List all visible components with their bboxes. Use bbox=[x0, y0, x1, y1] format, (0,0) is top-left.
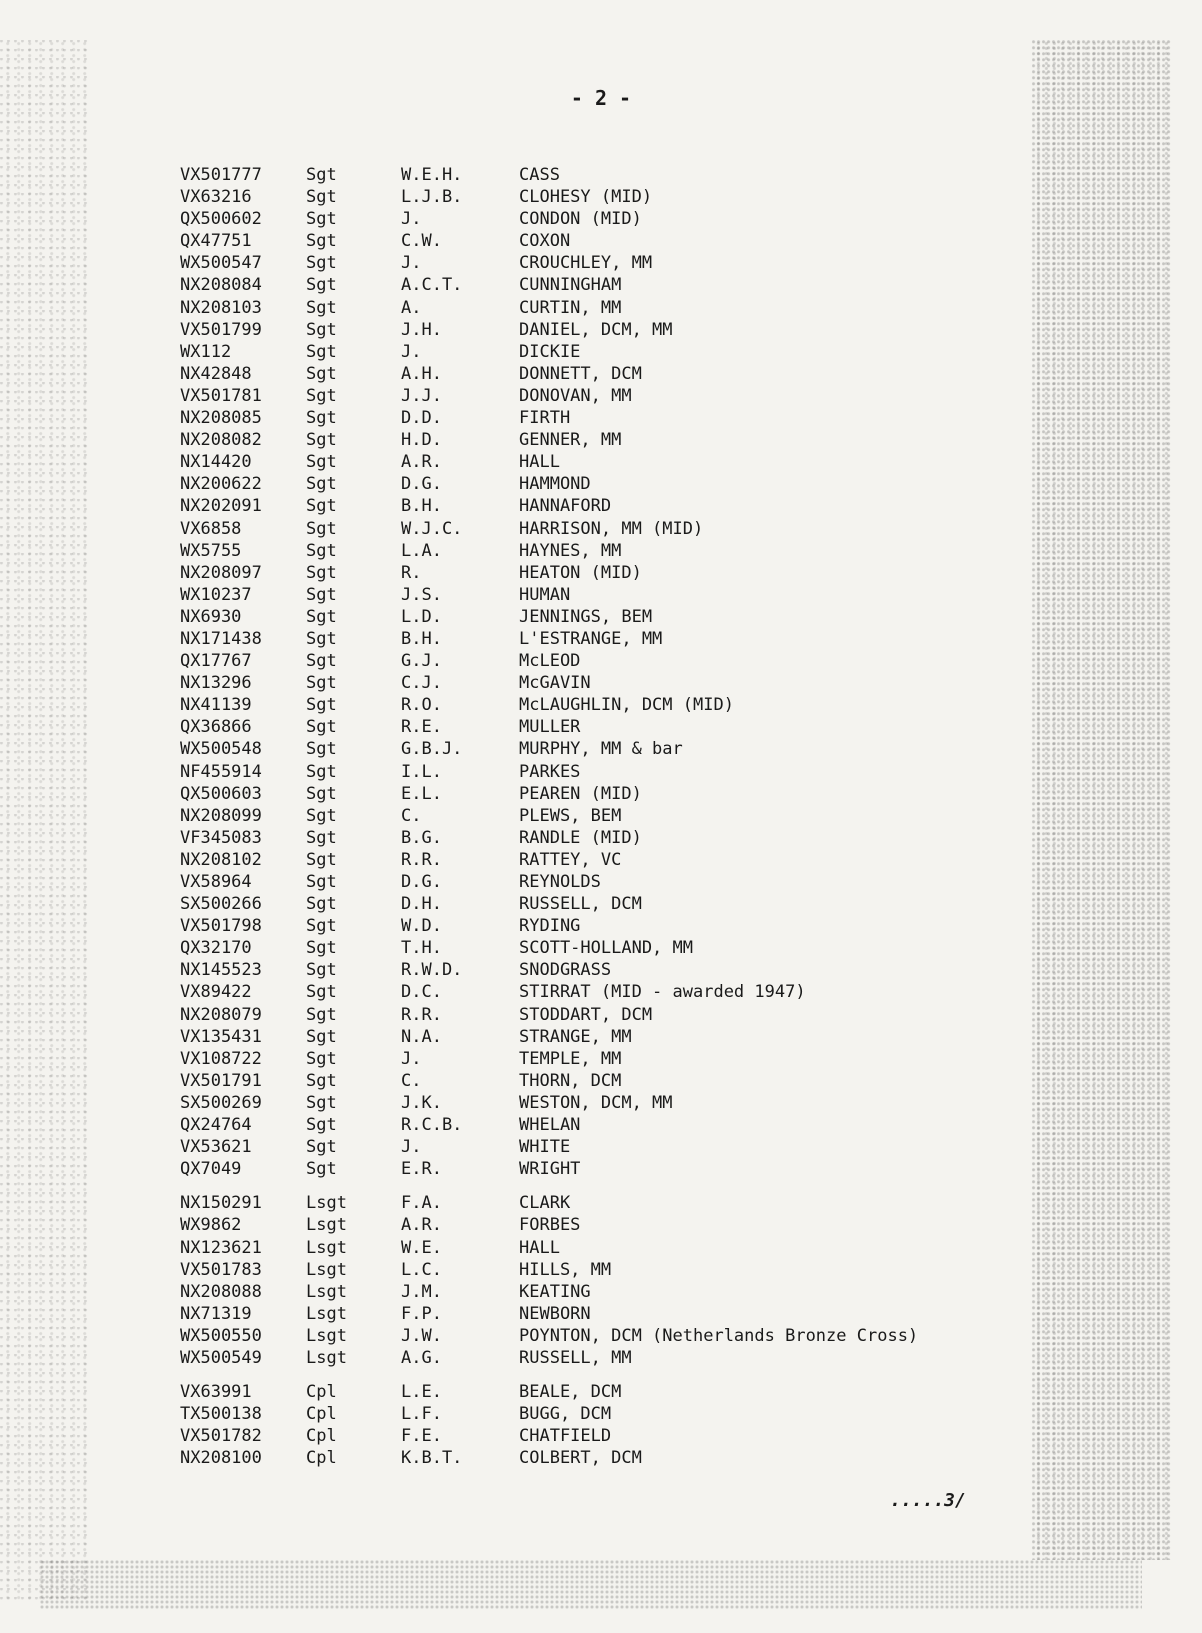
service-number: NX208084 bbox=[180, 275, 262, 296]
rank: Sgt bbox=[306, 628, 337, 649]
service-number: QX7049 bbox=[180, 1159, 242, 1180]
initials: J.S. bbox=[401, 584, 442, 605]
service-number: VX501799 bbox=[180, 319, 262, 340]
service-number: QX500603 bbox=[180, 783, 262, 804]
surname: WHELAN bbox=[519, 1115, 581, 1136]
initials: R.R. bbox=[401, 849, 442, 870]
surname: JENNINGS, BEM bbox=[519, 606, 653, 627]
initials: J. bbox=[401, 1137, 422, 1158]
roll-row bbox=[180, 650, 1039, 672]
roll-row bbox=[180, 495, 1039, 517]
surname: REYNOLDS bbox=[519, 872, 601, 892]
initials: K.B.T. bbox=[401, 1448, 463, 1469]
roll-row bbox=[180, 1259, 1039, 1281]
nominal-roll bbox=[180, 164, 1039, 1481]
service-number: NX6930 bbox=[180, 606, 242, 627]
roll-row bbox=[180, 230, 1039, 252]
initials: F.A. bbox=[401, 1193, 442, 1214]
initials: J. bbox=[401, 1048, 422, 1069]
service-number: NX41139 bbox=[180, 695, 252, 716]
initials: E.L. bbox=[401, 783, 442, 804]
roll-row bbox=[180, 451, 1039, 473]
surname: SCOTT-HOLLAND, MM bbox=[519, 938, 693, 959]
rank: Sgt bbox=[306, 275, 337, 296]
page-number: - 2 - bbox=[570, 86, 632, 110]
rank: Sgt bbox=[306, 452, 337, 473]
surname: PLEWS, BEM bbox=[519, 805, 622, 826]
roll-row bbox=[180, 164, 1039, 186]
initials: J.K. bbox=[401, 1092, 442, 1113]
surname: McLEOD bbox=[519, 651, 581, 672]
roll-row bbox=[180, 805, 1039, 827]
initials: T.H. bbox=[401, 938, 442, 959]
rank: Sgt bbox=[306, 474, 337, 495]
surname: HAYNES, MM bbox=[519, 540, 622, 561]
initials: W.E.H. bbox=[401, 165, 463, 185]
initials: L.J.B. bbox=[401, 187, 463, 208]
service-number: NX208102 bbox=[180, 849, 262, 870]
roll-row bbox=[180, 562, 1039, 584]
initials: C. bbox=[401, 1070, 422, 1091]
surname: STIRRAT (MID - awarded 1947) bbox=[519, 982, 806, 1003]
surname: KEATING bbox=[519, 1281, 591, 1302]
rank: Sgt bbox=[306, 1026, 337, 1047]
surname: HAMMOND bbox=[519, 474, 591, 495]
service-number: VX135431 bbox=[180, 1026, 262, 1047]
rank: Sgt bbox=[306, 783, 337, 804]
roll-row bbox=[180, 716, 1039, 738]
surname: HALL bbox=[519, 452, 560, 473]
roll-row bbox=[180, 274, 1039, 296]
rank: Sgt bbox=[306, 673, 337, 694]
rank: Sgt bbox=[306, 165, 337, 185]
rank: Sgt bbox=[306, 916, 337, 937]
group-corporals bbox=[180, 1381, 1039, 1469]
group-lance-sergeants bbox=[180, 1192, 1039, 1369]
initials: R.E. bbox=[401, 717, 442, 738]
surname: FIRTH bbox=[519, 408, 571, 429]
surname: CLOHESY (MID) bbox=[519, 187, 653, 208]
service-number: VX108722 bbox=[180, 1048, 262, 1069]
surname: GENNER, MM bbox=[519, 430, 622, 451]
surname: HANNAFORD bbox=[519, 496, 612, 517]
initials: J. bbox=[401, 341, 422, 362]
surname: POYNTON, DCM (Netherlands Bronze Cross) bbox=[519, 1325, 919, 1346]
surname: DICKIE bbox=[519, 341, 581, 362]
rank: Sgt bbox=[306, 187, 337, 208]
rank: Sgt bbox=[306, 297, 337, 318]
service-number: QX47751 bbox=[180, 231, 252, 252]
roll-row bbox=[180, 893, 1039, 915]
initials: J.H. bbox=[401, 319, 442, 340]
roll-row bbox=[180, 827, 1039, 849]
rank: Sgt bbox=[306, 1048, 337, 1069]
roll-row bbox=[180, 1070, 1039, 1092]
rank: Sgt bbox=[306, 363, 337, 384]
service-number: VX53621 bbox=[180, 1137, 252, 1158]
surname: COXON bbox=[519, 231, 571, 252]
initials: F.P. bbox=[401, 1303, 442, 1324]
rank: Sgt bbox=[306, 1004, 337, 1025]
service-number: NX200622 bbox=[180, 474, 262, 495]
roll-row bbox=[180, 319, 1039, 341]
rank: Cpl bbox=[306, 1448, 337, 1469]
roll-row bbox=[180, 1325, 1039, 1347]
roll-row bbox=[180, 783, 1039, 805]
initials: I.L. bbox=[401, 761, 442, 782]
surname: STRANGE, MM bbox=[519, 1026, 632, 1047]
rank: Sgt bbox=[306, 496, 337, 517]
service-number: NF455914 bbox=[180, 761, 262, 782]
surname: HEATON (MID) bbox=[519, 562, 642, 583]
roll-row bbox=[180, 981, 1039, 1003]
initials: L.C. bbox=[401, 1259, 442, 1280]
service-number: WX500547 bbox=[180, 253, 262, 274]
surname: CLARK bbox=[519, 1193, 571, 1214]
initials: G.B.J. bbox=[401, 739, 463, 760]
initials: W.J.C. bbox=[401, 518, 463, 539]
service-number: VX501791 bbox=[180, 1070, 262, 1091]
surname: CASS bbox=[519, 165, 560, 185]
rank: Sgt bbox=[306, 319, 337, 340]
surname: DONNETT, DCM bbox=[519, 363, 642, 384]
service-number: VX501782 bbox=[180, 1426, 262, 1447]
rank: Sgt bbox=[306, 872, 337, 892]
surname: MURPHY, MM & bar bbox=[519, 739, 683, 760]
rank: Sgt bbox=[306, 960, 337, 981]
initials: W.E. bbox=[401, 1237, 442, 1258]
initials: C.W. bbox=[401, 231, 442, 252]
initials: N.A. bbox=[401, 1026, 442, 1047]
roll-row bbox=[180, 540, 1039, 562]
surname: RUSSELL, DCM bbox=[519, 894, 642, 915]
rank: Sgt bbox=[306, 761, 337, 782]
roll-row bbox=[180, 407, 1039, 429]
service-number: VX501781 bbox=[180, 385, 262, 406]
surname: THORN, DCM bbox=[519, 1070, 622, 1091]
roll-row bbox=[180, 694, 1039, 716]
rank: Sgt bbox=[306, 408, 337, 429]
rank: Sgt bbox=[306, 253, 337, 274]
rank: Sgt bbox=[306, 894, 337, 915]
rank: Sgt bbox=[306, 1159, 337, 1180]
roll-row bbox=[180, 1425, 1039, 1447]
roll-row bbox=[180, 915, 1039, 937]
initials: C. bbox=[401, 805, 422, 826]
service-number: NX208079 bbox=[180, 1004, 262, 1025]
initials: A.C.T. bbox=[401, 275, 463, 296]
service-number: WX10237 bbox=[180, 584, 252, 605]
surname: CUNNINGHAM bbox=[519, 275, 622, 296]
roll-row bbox=[180, 761, 1039, 783]
service-number: SX500269 bbox=[180, 1092, 262, 1113]
service-number: VX58964 bbox=[180, 872, 252, 892]
initials: R.C.B. bbox=[401, 1115, 463, 1136]
roll-row bbox=[180, 1281, 1039, 1303]
service-number: WX500549 bbox=[180, 1347, 262, 1368]
service-number: NX208097 bbox=[180, 562, 262, 583]
roll-row bbox=[180, 1447, 1039, 1469]
roll-row bbox=[180, 1158, 1039, 1180]
initials: A.R. bbox=[401, 452, 442, 473]
rank: Sgt bbox=[306, 1115, 337, 1136]
roll-row bbox=[180, 1136, 1039, 1158]
surname: RANDLE (MID) bbox=[519, 827, 642, 848]
scan-noise-left bbox=[0, 40, 90, 1600]
surname: NEWBORN bbox=[519, 1303, 591, 1324]
service-number: NX14420 bbox=[180, 452, 252, 473]
roll-row bbox=[180, 937, 1039, 959]
service-number: NX13296 bbox=[180, 673, 252, 694]
surname: CURTIN, MM bbox=[519, 297, 622, 318]
roll-row bbox=[180, 252, 1039, 274]
surname: SNODGRASS bbox=[519, 960, 612, 981]
surname: CROUCHLEY, MM bbox=[519, 253, 653, 274]
service-number: VX63991 bbox=[180, 1382, 252, 1403]
roll-row bbox=[180, 341, 1039, 363]
surname: RYDING bbox=[519, 916, 581, 937]
surname: TEMPLE, MM bbox=[519, 1048, 622, 1069]
rank: Lsgt bbox=[306, 1303, 347, 1324]
roll-row bbox=[180, 1114, 1039, 1136]
rank: Lsgt bbox=[306, 1259, 347, 1280]
surname: HUMAN bbox=[519, 584, 571, 605]
roll-row bbox=[180, 208, 1039, 230]
surname: WHITE bbox=[519, 1137, 571, 1158]
initials: D.H. bbox=[401, 894, 442, 915]
roll-row bbox=[180, 1092, 1039, 1114]
rank: Sgt bbox=[306, 849, 337, 870]
service-number: WX500548 bbox=[180, 739, 262, 760]
roll-row bbox=[180, 1004, 1039, 1026]
roll-row bbox=[180, 1347, 1039, 1369]
surname: McLAUGHLIN, DCM (MID) bbox=[519, 695, 734, 716]
roll-row bbox=[180, 473, 1039, 495]
rank: Cpl bbox=[306, 1426, 337, 1447]
initials: A.H. bbox=[401, 363, 442, 384]
initials: L.F. bbox=[401, 1404, 442, 1425]
rank: Sgt bbox=[306, 231, 337, 252]
service-number: WX5755 bbox=[180, 540, 242, 561]
surname: L'ESTRANGE, MM bbox=[519, 628, 663, 649]
initials: J. bbox=[401, 253, 422, 274]
surname: HALL bbox=[519, 1237, 560, 1258]
service-number: VX89422 bbox=[180, 982, 252, 1003]
service-number: QX24764 bbox=[180, 1115, 252, 1136]
service-number: NX171438 bbox=[180, 628, 262, 649]
roll-row bbox=[180, 738, 1039, 760]
initials: B.G. bbox=[401, 827, 442, 848]
surname: COLBERT, DCM bbox=[519, 1448, 642, 1469]
scan-noise-right bbox=[1032, 40, 1172, 1560]
rank: Sgt bbox=[306, 982, 337, 1003]
service-number: NX208088 bbox=[180, 1281, 262, 1302]
surname: McGAVIN bbox=[519, 673, 591, 694]
service-number: NX71319 bbox=[180, 1303, 252, 1324]
rank: Sgt bbox=[306, 1137, 337, 1158]
continued-marker: .....3/ bbox=[890, 1490, 966, 1511]
initials: L.E. bbox=[401, 1382, 442, 1403]
roll-row bbox=[180, 606, 1039, 628]
service-number: TX500138 bbox=[180, 1404, 262, 1425]
rank: Sgt bbox=[306, 606, 337, 627]
service-number: WX9862 bbox=[180, 1215, 242, 1236]
rank: Sgt bbox=[306, 827, 337, 848]
rank: Sgt bbox=[306, 717, 337, 738]
rank: Sgt bbox=[306, 651, 337, 672]
initials: R.O. bbox=[401, 695, 442, 716]
roll-row bbox=[180, 584, 1039, 606]
initials: H.D. bbox=[401, 430, 442, 451]
rank: Sgt bbox=[306, 540, 337, 561]
service-number: WX112 bbox=[180, 341, 232, 362]
initials: R. bbox=[401, 562, 422, 583]
surname: HARRISON, MM (MID) bbox=[519, 518, 704, 539]
initials: D.C. bbox=[401, 982, 442, 1003]
roll-row bbox=[180, 385, 1039, 407]
rank: Sgt bbox=[306, 739, 337, 760]
surname: DONOVAN, MM bbox=[519, 385, 632, 406]
roll-row bbox=[180, 628, 1039, 650]
roll-row bbox=[180, 186, 1039, 208]
rank: Sgt bbox=[306, 341, 337, 362]
initials: F.E. bbox=[401, 1426, 442, 1447]
initials: A. bbox=[401, 297, 422, 318]
initials: E.R. bbox=[401, 1159, 442, 1180]
surname: BUGG, DCM bbox=[519, 1404, 612, 1425]
initials: J.J. bbox=[401, 385, 442, 406]
service-number: NX150291 bbox=[180, 1193, 262, 1214]
roll-row bbox=[180, 297, 1039, 319]
roll-row bbox=[180, 1403, 1039, 1425]
initials: G.J. bbox=[401, 651, 442, 672]
rank: Cpl bbox=[306, 1404, 337, 1425]
surname: PEAREN (MID) bbox=[519, 783, 642, 804]
roll-row bbox=[180, 849, 1039, 871]
service-number: VF345083 bbox=[180, 827, 262, 848]
roll-row bbox=[180, 1048, 1039, 1070]
initials: D.G. bbox=[401, 872, 442, 892]
initials: D.G. bbox=[401, 474, 442, 495]
rank: Lsgt bbox=[306, 1281, 347, 1302]
rank: Lsgt bbox=[306, 1193, 347, 1214]
service-number: SX500266 bbox=[180, 894, 262, 915]
service-number: NX123621 bbox=[180, 1237, 262, 1258]
rank: Sgt bbox=[306, 209, 337, 230]
service-number: NX208099 bbox=[180, 805, 262, 826]
service-number: NX42848 bbox=[180, 363, 252, 384]
surname: FORBES bbox=[519, 1215, 581, 1236]
surname: HILLS, MM bbox=[519, 1259, 612, 1280]
service-number: NX208100 bbox=[180, 1448, 262, 1469]
roll-row bbox=[180, 1026, 1039, 1048]
roll-row bbox=[180, 871, 1039, 893]
initials: D.D. bbox=[401, 408, 442, 429]
roll-row bbox=[180, 1381, 1039, 1403]
rank: Sgt bbox=[306, 938, 337, 959]
service-number: NX202091 bbox=[180, 496, 262, 517]
initials: J.M. bbox=[401, 1281, 442, 1302]
service-number: VX501783 bbox=[180, 1259, 262, 1280]
service-number: QX17767 bbox=[180, 651, 252, 672]
roll-row bbox=[180, 518, 1039, 540]
surname: RUSSELL, MM bbox=[519, 1347, 632, 1368]
surname: STODDART, DCM bbox=[519, 1004, 653, 1025]
rank: Sgt bbox=[306, 562, 337, 583]
rank: Lsgt bbox=[306, 1325, 347, 1346]
service-number: QX32170 bbox=[180, 938, 252, 959]
rank: Cpl bbox=[306, 1382, 337, 1403]
initials: J.W. bbox=[401, 1325, 442, 1346]
surname: WESTON, DCM, MM bbox=[519, 1092, 673, 1113]
service-number: WX500550 bbox=[180, 1325, 262, 1346]
surname: MULLER bbox=[519, 717, 581, 738]
service-number: VX501798 bbox=[180, 916, 262, 937]
rank: Sgt bbox=[306, 385, 337, 406]
roll-row bbox=[180, 1303, 1039, 1325]
service-number: NX208085 bbox=[180, 408, 262, 429]
surname: DANIEL, DCM, MM bbox=[519, 319, 673, 340]
surname: BEALE, DCM bbox=[519, 1382, 622, 1403]
roll-row bbox=[180, 959, 1039, 981]
initials: W.D. bbox=[401, 916, 442, 937]
rank: Lsgt bbox=[306, 1347, 347, 1368]
rank: Sgt bbox=[306, 430, 337, 451]
surname: PARKES bbox=[519, 761, 581, 782]
group-sergeants bbox=[180, 164, 1039, 1180]
initials: L.D. bbox=[401, 606, 442, 627]
rank: Sgt bbox=[306, 584, 337, 605]
rank: Sgt bbox=[306, 518, 337, 539]
rank: Lsgt bbox=[306, 1215, 347, 1236]
initials: B.H. bbox=[401, 496, 442, 517]
scan-noise-bottom bbox=[40, 1560, 1142, 1610]
rank: Sgt bbox=[306, 695, 337, 716]
service-number: VX63216 bbox=[180, 187, 252, 208]
rank: Sgt bbox=[306, 1070, 337, 1091]
roll-row bbox=[180, 1192, 1039, 1214]
initials: R.W.D. bbox=[401, 960, 463, 981]
service-number: QX36866 bbox=[180, 717, 252, 738]
initials: C.J. bbox=[401, 673, 442, 694]
surname: CONDON (MID) bbox=[519, 209, 642, 230]
initials: B.H. bbox=[401, 628, 442, 649]
initials: R.R. bbox=[401, 1004, 442, 1025]
rank: Sgt bbox=[306, 805, 337, 826]
initials: A.R. bbox=[401, 1215, 442, 1236]
rank: Lsgt bbox=[306, 1237, 347, 1258]
service-number: NX208082 bbox=[180, 430, 262, 451]
initials: A.G. bbox=[401, 1347, 442, 1368]
rank: Sgt bbox=[306, 1092, 337, 1113]
roll-row bbox=[180, 429, 1039, 451]
surname: WRIGHT bbox=[519, 1159, 581, 1180]
service-number: NX208103 bbox=[180, 297, 262, 318]
initials: J. bbox=[401, 209, 422, 230]
roll-row bbox=[180, 363, 1039, 385]
service-number: VX6858 bbox=[180, 518, 242, 539]
initials: L.A. bbox=[401, 540, 442, 561]
service-number: VX501777 bbox=[180, 165, 262, 185]
roll-row bbox=[180, 1237, 1039, 1259]
service-number: QX500602 bbox=[180, 209, 262, 230]
service-number: NX145523 bbox=[180, 960, 262, 981]
roll-row bbox=[180, 1214, 1039, 1236]
roll-row bbox=[180, 672, 1039, 694]
surname: RATTEY, VC bbox=[519, 849, 622, 870]
surname: CHATFIELD bbox=[519, 1426, 612, 1447]
